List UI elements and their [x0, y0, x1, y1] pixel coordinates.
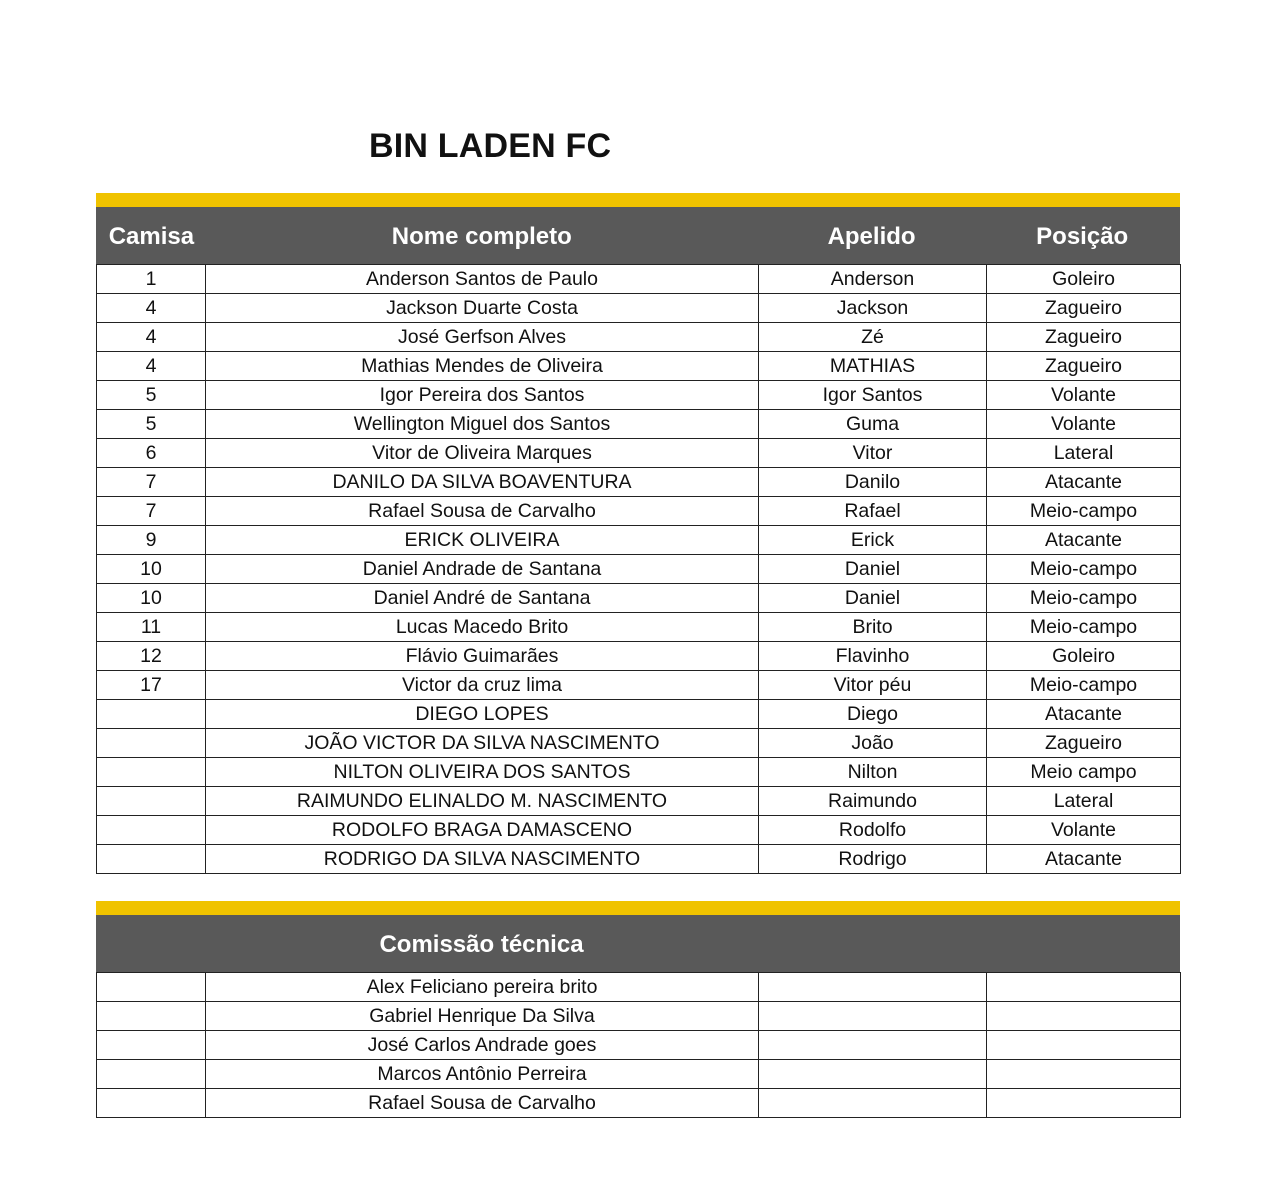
cell-nome-completo: Rafael Sousa de Carvalho	[206, 497, 759, 526]
cell-nome-completo: DIEGO LOPES	[206, 700, 759, 729]
cell-camisa: 4	[97, 294, 206, 323]
cell-camisa	[97, 758, 206, 787]
cell-apelido: Rodolfo	[759, 816, 987, 845]
table-row	[97, 613, 1181, 642]
cell-posicao: Goleiro	[987, 265, 1181, 294]
cell-apelido: Brito	[759, 613, 987, 642]
cell-empty	[97, 1031, 206, 1060]
cell-empty	[987, 1089, 1181, 1118]
table-row	[97, 816, 1181, 845]
cell-camisa: 10	[97, 584, 206, 613]
cell-nome-completo: JOÃO VICTOR DA SILVA NASCIMENTO	[206, 729, 759, 758]
cell-apelido: Daniel	[759, 555, 987, 584]
cell-posicao: Meio-campo	[987, 497, 1181, 526]
cell-camisa: 5	[97, 381, 206, 410]
cell-nome-completo: Anderson Santos de Paulo	[206, 265, 759, 294]
cell-apelido: Daniel	[759, 584, 987, 613]
cell-camisa: 4	[97, 352, 206, 381]
staff-header-row	[96, 915, 1180, 972]
cell-posicao: Volante	[987, 410, 1181, 439]
cell-nome-completo: RODRIGO DA SILVA NASCIMENTO	[206, 845, 759, 874]
players-table	[96, 193, 1180, 874]
cell-staff-name: Marcos Antônio Perreira	[206, 1060, 759, 1089]
table-row	[97, 468, 1181, 497]
cell-posicao: Goleiro	[987, 642, 1181, 671]
cell-nome-completo: Daniel Andrade de Santana	[206, 555, 759, 584]
cell-empty	[97, 1089, 206, 1118]
cell-apelido: Danilo	[759, 468, 987, 497]
cell-staff-name: Alex Feliciano pereira brito	[206, 973, 759, 1002]
cell-camisa: 17	[97, 671, 206, 700]
cell-empty	[987, 1002, 1181, 1031]
cell-empty	[97, 973, 206, 1002]
cell-apelido: Guma	[759, 410, 987, 439]
table-row	[97, 584, 1181, 613]
cell-camisa: 11	[97, 613, 206, 642]
cell-nome-completo: NILTON OLIVEIRA DOS SANTOS	[206, 758, 759, 787]
cell-nome-completo: Igor Pereira dos Santos	[206, 381, 759, 410]
table-row	[97, 265, 1181, 294]
cell-apelido: Jackson	[759, 294, 987, 323]
cell-apelido: João	[759, 729, 987, 758]
cell-posicao: Atacante	[987, 700, 1181, 729]
cell-nome-completo: Victor da cruz lima	[206, 671, 759, 700]
cell-camisa: 7	[97, 468, 206, 497]
staff-header-title: Comissão técnica	[379, 931, 584, 958]
cell-posicao: Zagueiro	[987, 294, 1181, 323]
cell-empty	[759, 1089, 987, 1118]
cell-camisa	[97, 700, 206, 729]
header-camisa: Camisa	[108, 222, 195, 250]
table-row	[97, 845, 1181, 874]
cell-posicao: Zagueiro	[987, 729, 1181, 758]
cell-nome-completo: Wellington Miguel dos Santos	[206, 410, 759, 439]
cell-camisa: 6	[97, 439, 206, 468]
cell-posicao: Meio-campo	[987, 555, 1181, 584]
cell-apelido: Zé	[759, 323, 987, 352]
cell-posicao: Meio-campo	[987, 613, 1181, 642]
cell-empty	[987, 973, 1181, 1002]
cell-staff-name: Gabriel Henrique Da Silva	[206, 1002, 759, 1031]
cell-camisa: 12	[97, 642, 206, 671]
staff-grid	[96, 972, 1181, 1118]
table-row	[97, 555, 1181, 584]
cell-apelido: Erick	[759, 526, 987, 555]
table-row	[97, 410, 1181, 439]
table-row	[97, 439, 1181, 468]
cell-posicao: Lateral	[987, 787, 1181, 816]
cell-camisa: 7	[97, 497, 206, 526]
table-row	[97, 700, 1181, 729]
cell-nome-completo: Mathias Mendes de Oliveira	[206, 352, 759, 381]
cell-camisa	[97, 816, 206, 845]
table-row	[97, 729, 1181, 758]
cell-nome-completo: Jackson Duarte Costa	[206, 294, 759, 323]
cell-camisa: 9	[97, 526, 206, 555]
cell-empty	[97, 1060, 206, 1089]
table-row	[97, 352, 1181, 381]
cell-nome-completo: ERICK OLIVEIRA	[206, 526, 759, 555]
cell-posicao: Zagueiro	[987, 323, 1181, 352]
cell-staff-name: José Carlos Andrade goes	[206, 1031, 759, 1060]
table-row	[97, 294, 1181, 323]
cell-posicao: Atacante	[987, 845, 1181, 874]
cell-apelido: Vitor	[759, 439, 987, 468]
cell-posicao: Volante	[987, 381, 1181, 410]
cell-apelido: Anderson	[759, 265, 987, 294]
cell-empty	[987, 1031, 1181, 1060]
cell-camisa	[97, 845, 206, 874]
players-grid	[96, 264, 1181, 874]
table-row	[97, 787, 1181, 816]
cell-posicao: Meio-campo	[987, 584, 1181, 613]
cell-empty	[759, 973, 987, 1002]
cell-camisa: 10	[97, 555, 206, 584]
cell-nome-completo: DANILO DA SILVA BOAVENTURA	[206, 468, 759, 497]
cell-apelido: Flavinho	[759, 642, 987, 671]
cell-apelido: Nilton	[759, 758, 987, 787]
table-row	[97, 973, 1181, 1002]
cell-camisa: 1	[97, 265, 206, 294]
cell-camisa: 5	[97, 410, 206, 439]
cell-posicao: Meio-campo	[987, 671, 1181, 700]
table-row	[97, 1031, 1181, 1060]
cell-nome-completo: RODOLFO BRAGA DAMASCENO	[206, 816, 759, 845]
cell-empty	[759, 1060, 987, 1089]
cell-posicao: Atacante	[987, 468, 1181, 497]
cell-nome-completo: Flávio Guimarães	[206, 642, 759, 671]
cell-nome-completo: José Gerfson Alves	[206, 323, 759, 352]
cell-nome-completo: Vitor de Oliveira Marques	[206, 439, 759, 468]
staff-table	[96, 901, 1180, 1118]
table-row	[97, 758, 1181, 787]
cell-apelido: Rodrigo	[759, 845, 987, 874]
cell-empty	[97, 1002, 206, 1031]
team-title: BIN LADEN FC	[369, 127, 612, 165]
cell-posicao: Meio campo	[987, 758, 1181, 787]
table-row	[97, 1089, 1181, 1118]
cell-nome-completo: Lucas Macedo Brito	[206, 613, 759, 642]
cell-apelido: Raimundo	[759, 787, 987, 816]
table-row	[97, 323, 1181, 352]
header-apelido: Apelido	[827, 222, 916, 250]
header-nome-completo: Nome completo	[391, 222, 572, 250]
header-posicao: Posição	[1036, 222, 1129, 250]
cell-apelido: Diego	[759, 700, 987, 729]
table-row	[97, 381, 1181, 410]
cell-posicao: Zagueiro	[987, 352, 1181, 381]
cell-camisa: 4	[97, 323, 206, 352]
cell-posicao: Atacante	[987, 526, 1181, 555]
cell-empty	[759, 1002, 987, 1031]
cell-apelido: Rafael	[759, 497, 987, 526]
cell-apelido: MATHIAS	[759, 352, 987, 381]
cell-nome-completo: Daniel André de Santana	[206, 584, 759, 613]
cell-apelido: Vitor péu	[759, 671, 987, 700]
cell-camisa	[97, 729, 206, 758]
players-header-row	[96, 207, 1180, 264]
table-row	[97, 671, 1181, 700]
cell-staff-name: Rafael Sousa de Carvalho	[206, 1089, 759, 1118]
table-row	[97, 642, 1181, 671]
cell-posicao: Lateral	[987, 439, 1181, 468]
cell-empty	[759, 1031, 987, 1060]
table-row	[97, 1002, 1181, 1031]
table-row	[97, 497, 1181, 526]
table-row	[97, 526, 1181, 555]
cell-apelido: Igor Santos	[759, 381, 987, 410]
accent-bar	[96, 193, 1180, 207]
cell-posicao: Volante	[987, 816, 1181, 845]
cell-camisa	[97, 787, 206, 816]
cell-nome-completo: RAIMUNDO ELINALDO M. NASCIMENTO	[206, 787, 759, 816]
accent-bar	[96, 901, 1180, 915]
table-row	[97, 1060, 1181, 1089]
cell-empty	[987, 1060, 1181, 1089]
